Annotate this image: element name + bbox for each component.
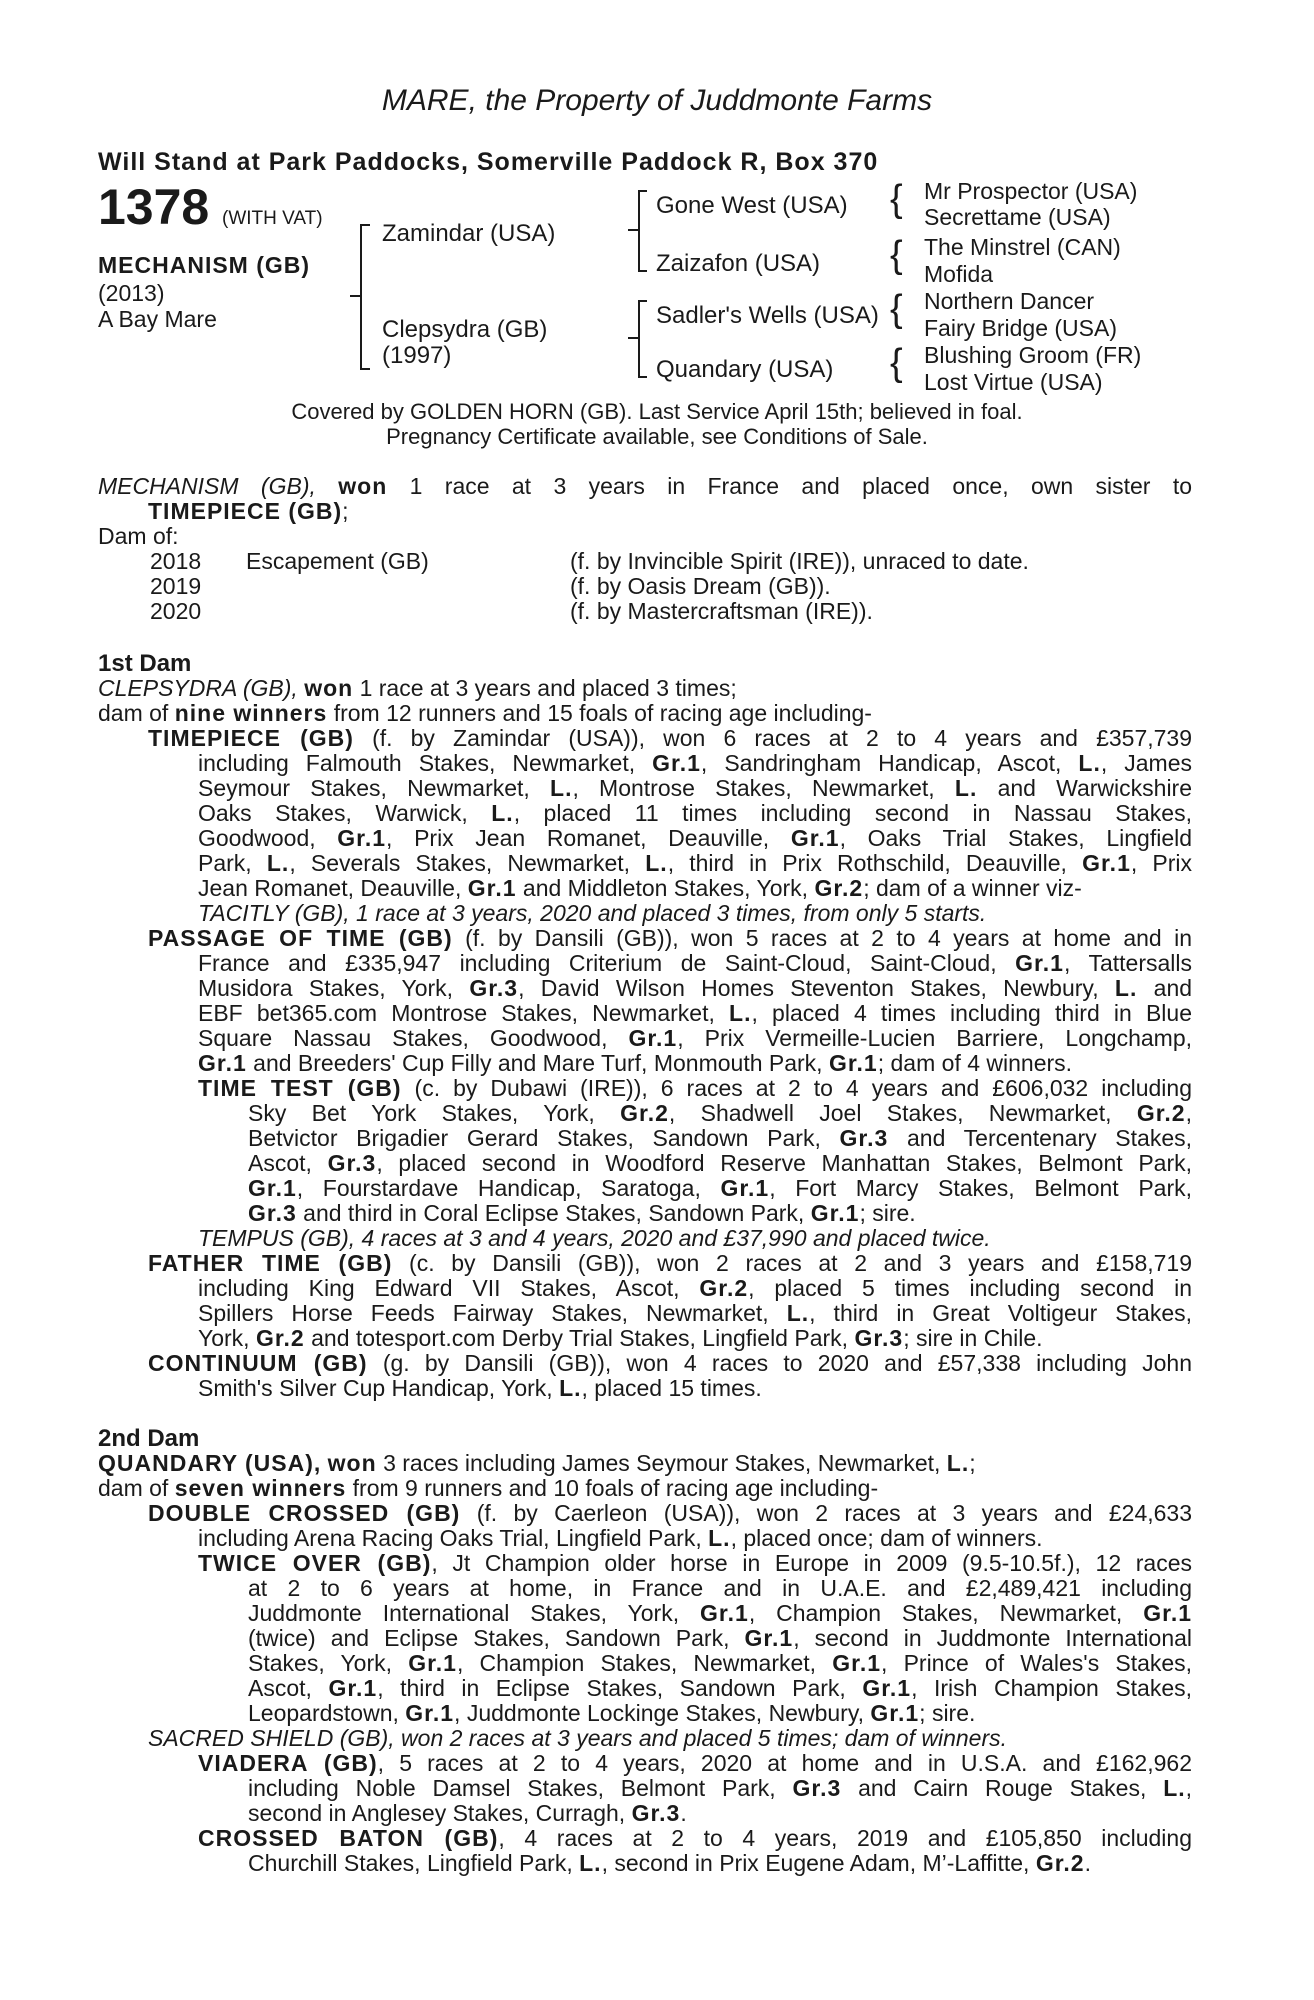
progeny-line: second in Anglesey Stakes, Curragh, Gr.3. [248,1800,687,1826]
pedigree-brace-dam-lower [638,338,647,378]
pedigree-dam-sire: Sadler's Wells (USA) [656,302,879,329]
pedigree-gen4-5: Northern Dancer [924,288,1095,314]
progeny-line: including King Edward VII Stakes, Ascot, Gr.2, placed 5 times including second in [198,1275,1193,1301]
horse-description: A Bay Mare [98,306,217,332]
pedigree-gen4-2: Secrettame (USA) [924,204,1111,230]
pedigree-brace-sire-upper [638,190,647,232]
progeny-line: Seymour Stakes, Newmarket, L., Montrose Stakes, Newmarket, L. and Warwickshire [198,775,1193,801]
pedigree-brace-sire-tip [628,229,640,231]
progeny-line: Jean Romanet, Deauville, Gr.1 and Middleton Stakes, York, Gr.2; dam of a winner viz- [198,875,1082,901]
progeny-line: France and £335,947 including Criterium de Saint-Cloud, Saint-Cloud, Gr.1, Tattersalls [198,950,1193,976]
pedigree-dam: Clepsydra (GB) [382,316,548,343]
second-dam-line: dam of seven winners from 9 runners and 10 foals of racing age including- [98,1475,879,1501]
progeny-continuum: CONTINUUM (GB) (g. by Dansili (GB)), won 4 races to 2020 and £57,338 including John [148,1350,1193,1376]
dam-of-label: Dam of: [98,523,179,549]
horse-name: MECHANISM (GB) [98,252,311,278]
progeny-crossed-baton: CROSSED BATON (GB), 4 races at 2 to 4 years, 2019 and £105,850 including [198,1825,1192,1851]
progeny-line: at 2 to 6 years at home, in France and in U.A.E. and £2,489,421 including [248,1575,1192,1601]
progeny-line: Gr.1 and Breeders' Cup Filly and Mare Turf, Monmouth Park, Gr.1; dam of 4 winners. [198,1050,1073,1076]
progeny-double-crossed: DOUBLE CROSSED (GB) (f. by Caerleon (USA)), won 2 races at 3 years and £24,633 [148,1500,1193,1526]
produce-year: 2018 [150,548,202,574]
progeny-line: Ascot, Gr.1, third in Eclipse Stakes, Sandown Park, Gr.1, Irish Champion Stakes, [248,1675,1193,1701]
progeny-line: Musidora Stakes, York, Gr.3, David Wilson Homes Steventon Stakes, Newbury, L. and [198,975,1193,1001]
progeny-line: York, Gr.2 and totesport.com Derby Trial Stakes, Lingfield Park, Gr.3; sire in Chile. [198,1325,1043,1351]
page-title: MARE, the Property of Juddmonte Farms [381,84,933,117]
pedigree-gen4-8: Lost Virtue (USA) [924,369,1103,395]
pedigree-sire: Zamindar (USA) [382,220,556,247]
covered-note: Covered by GOLDEN HORN (GB). Last Service April 15th; believed in foal. [291,399,1023,424]
pedigree-brace-tip [350,295,362,297]
produce-detail: (f. by Mastercraftsman (IRE)). [570,598,873,624]
produce-year: 2019 [150,573,202,599]
progeny-viadera: VIADERA (GB), 5 races at 2 to 4 years, 2020 at home and in U.S.A. and £162,962 [198,1750,1192,1776]
first-dam-line: CLEPSYDRA (GB), won 1 race at 3 years and placed 3 times; [98,675,737,701]
progeny-father-time: FATHER TIME (GB) (c. by Dansili (GB)), won 2 races at 2 and 3 years and £158,719 [148,1250,1192,1276]
pedigree-brace-dam-upper [638,300,647,340]
progeny-line: Betvictor Brigadier Gerard Stakes, Sandown Park, Gr.3 and Tercentenary Stakes, [248,1125,1193,1151]
progeny-tempus: TEMPUS (GB), 4 races at 3 and 4 years, 2020 and £37,990 and placed twice. [198,1225,991,1251]
pedigree-dam-year: (1997) [382,342,452,369]
lot-number: 1378 [98,179,210,235]
pedigree-brace-upper [360,224,370,298]
progeny-line: including Arena Racing Oaks Trial, Lingfield Park, L., placed once; dam of winners. [198,1525,1043,1551]
pedigree-gen4-3: The Minstrel (CAN) [924,234,1121,260]
progeny-line: Juddmonte International Stakes, York, Gr.1, Champion Stakes, Newmarket, Gr.1 [248,1600,1193,1626]
progeny-time-test: TIME TEST (GB) (c. by Dubawi (IRE)), 6 races at 2 to 4 years and £606,032 including [198,1075,1193,1101]
foaling-year: (2013) [98,280,165,306]
stand-location: Will Stand at Park Paddocks, Somerville Paddock R, Box 370 [98,148,879,176]
pregnancy-note: Pregnancy Certificate available, see Conditions of Sale. [386,424,928,449]
pedigree-curly-brace-3: { [890,288,903,330]
progeny-line: EBF bet365.com Montrose Stakes, Newmarket, L., placed 4 times including third in Blue [198,1000,1193,1026]
pedigree-curly-brace-2: { [890,234,903,276]
mare-record-line: MECHANISM (GB), won 1 race at 3 years in France and placed once, own sister to [98,473,1193,499]
progeny-line: including Noble Damsel Stakes, Belmont Park, Gr.3 and Cairn Rouge Stakes, L., [248,1775,1193,1801]
pedigree-gen4-1: Mr Prospector (USA) [924,178,1138,204]
pedigree-brace-sire-lower [638,230,647,272]
progeny-line: Square Nassau Stakes, Goodwood, Gr.1, Prix Vermeille-Lucien Barriere, Longchamp, [198,1025,1193,1051]
progeny-line: Park, L., Severals Stakes, Newmarket, L., third in Prix Rothschild, Deauville, Gr.1, Prix [198,850,1193,876]
pedigree-gen4-6: Fairy Bridge (USA) [924,315,1117,341]
pedigree-sire-sire: Gone West (USA) [656,192,848,219]
first-dam-line: dam of nine winners from 12 runners and 15 foals of racing age including- [98,700,872,726]
progeny-line: Smith's Silver Cup Handicap, York, L., placed 15 times. [198,1375,762,1401]
progeny-line: Oaks Stakes, Warwick, L., placed 11 times including second in Nassau Stakes, [198,800,1192,826]
pedigree-brace-lower [360,296,370,370]
progeny-sacred-shield: SACRED SHIELD (GB), won 2 races at 3 years and placed 5 times; dam of winners. [148,1725,1008,1751]
pedigree-brace-dam-tip [628,337,640,339]
progeny-line: Ascot, Gr.3, placed second in Woodford Reserve Manhattan Stakes, Belmont Park, [248,1150,1192,1176]
produce-detail: (f. by Invincible Spirit (IRE)), unraced to date. [570,548,1029,574]
progeny-line: Gr.3 and third in Coral Eclipse Stakes, Sandown Park, Gr.1; sire. [248,1200,916,1226]
pedigree-gen4-4: Mofida [924,261,994,287]
section-heading-2nd-dam: 2nd Dam [98,1425,200,1452]
pedigree-sire-dam: Zaizafon (USA) [656,250,821,277]
produce-detail: (f. by Oasis Dream (GB)). [570,573,831,599]
mare-record-line: TIMEPIECE (GB); [148,498,349,524]
progeny-line: Sky Bet York Stakes, York, Gr.2, Shadwell Joel Stakes, Newmarket, Gr.2, [248,1100,1192,1126]
progeny-twice-over: TWICE OVER (GB), Jt Champion older horse in Europe in 2009 (9.5-10.5f.), 12 races [198,1550,1192,1576]
pedigree-curly-brace-1: { [890,178,903,220]
progeny-line: (twice) and Eclipse Stakes, Sandown Park, Gr.1, second in Juddmonte International [248,1625,1193,1651]
section-heading-1st-dam: 1st Dam [98,650,192,677]
progeny-line: Goodwood, Gr.1, Prix Jean Romanet, Deauville, Gr.1, Oaks Trial Stakes, Lingfield [198,825,1193,851]
second-dam-line: QUANDARY (USA), won 3 races including James Seymour Stakes, Newmarket, L.; [98,1450,976,1476]
progeny-tacitly: TACITLY (GB), 1 race at 3 years, 2020 and placed 3 times, from only 5 starts. [198,900,987,926]
progeny-line: including Falmouth Stakes, Newmarket, Gr.1, Sandringham Handicap, Ascot, L., James [198,750,1193,776]
progeny-line: Leopardstown, Gr.1, Juddmonte Lockinge Stakes, Newbury, Gr.1; sire. [248,1700,976,1726]
pedigree-dam-dam: Quandary (USA) [656,356,834,383]
progeny-passage-of-time: PASSAGE OF TIME (GB) (f. by Dansili (GB)), won 5 races at 2 to 4 years at home and in [148,925,1193,951]
vat-note: (WITH VAT) [222,208,323,229]
pedigree-gen4-7: Blushing Groom (FR) [924,342,1142,368]
progeny-line: Spillers Horse Feeds Fairway Stakes, Newmarket, L., third in Great Voltigeur Stakes, [198,1300,1192,1326]
progeny-timepiece: TIMEPIECE (GB) (f. by Zamindar (USA)), won 6 races at 2 to 4 years and £357,739 [148,725,1193,751]
progeny-line: Gr.1, Fourstardave Handicap, Saratoga, Gr.1, Fort Marcy Stakes, Belmont Park, [248,1175,1192,1201]
pedigree-curly-brace-4: { [890,342,903,384]
progeny-line: Churchill Stakes, Lingfield Park, L., second in Prix Eugene Adam, M’-Laffitte, Gr.2. [248,1850,1091,1876]
produce-name: Escapement (GB) [246,548,429,574]
produce-year: 2020 [150,598,202,624]
progeny-line: Stakes, York, Gr.1, Champion Stakes, Newmarket, Gr.1, Prince of Wales's Stakes, [248,1650,1193,1676]
